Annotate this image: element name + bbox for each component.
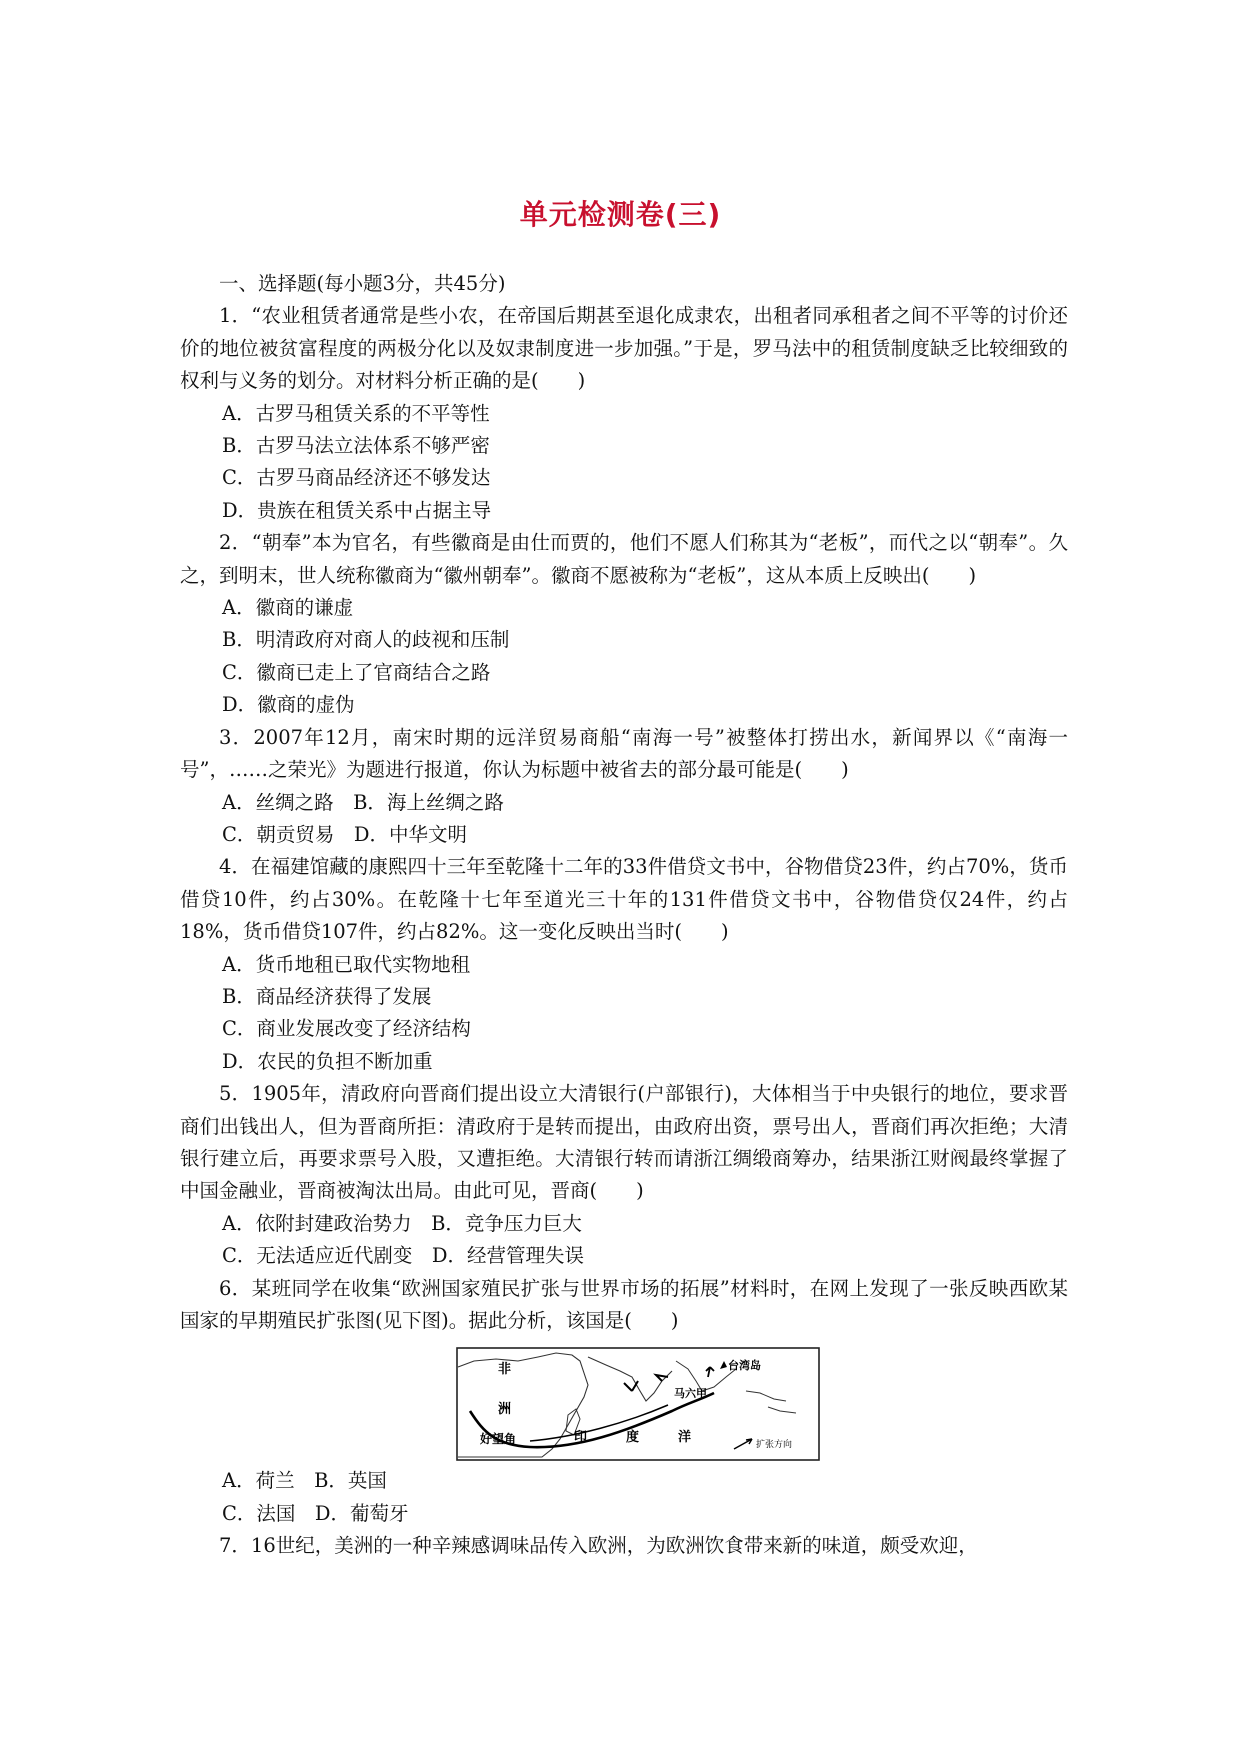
question-2-option-c: C．徽商已走上了官商结合之路: [222, 660, 491, 684]
page-title: 单元检测卷(三): [519, 198, 722, 231]
question-7-stem: 7．16世纪，美洲的一种辛辣感调味品传入欧洲，为欧洲饮食带来新的味道，颇受欢迎，: [219, 1534, 978, 1558]
map-label-ocean-3: 洋: [678, 1430, 692, 1446]
question-3-options-ab: A．丝绸之路 B．海上丝绸之路: [222, 790, 504, 814]
question-4-stem: 4．在福建馆藏的康熙四十三年至乾隆十二年的33件借贷文书中，谷物借贷23件，约占70%，货币借贷10件，约占30%。在乾隆十七年至道光三十年的131件借贷文书中，谷物借贷仅24件，约占18%，货币借贷107件，约占82%。这一变化反映出当时( ): [180, 855, 1068, 944]
question-3-stem: 3．2007年12月，南宋时期的远洋贸易商船“南海一号”被整体打捞出水，新闻界以《“南海一号”，……之荣光》为题进行报道，你认为标题中被省去的部分最可能是( ): [180, 725, 1068, 782]
question-5-options-cd: C．无法适应近代剧变 D．经营管理失误: [222, 1244, 585, 1268]
question-list: [180, 268, 1068, 1563]
map-label-ocean-2: 度: [626, 1430, 640, 1446]
question-3-options-cd: C．朝贡贸易 D．中华文明: [222, 822, 468, 846]
map-label-ocean-1: 印: [574, 1430, 588, 1446]
map-label-taiwan: 台湾岛: [728, 1359, 761, 1373]
colonial-expansion-map: [456, 1347, 820, 1461]
map-figure: [180, 1337, 1068, 1465]
question-6-options-cd: C．法国 D．葡萄牙: [222, 1501, 409, 1525]
question-1-option-b: B．古罗马法立法体系不够严密: [222, 434, 490, 458]
map-label-malacca: 马六甲: [674, 1387, 707, 1401]
question-1-stem: 1．“农业租赁者通常是些小农，在帝国后期甚至退化成隶农，出租者同承租者之间不平等的讨价还价的地位被贫富程度的两极分化以及奴隶制度进一步加强。”于是，罗马法中的租赁制度缺乏比较细致的权利与义务的划分。对材料分析正确的是( ): [180, 304, 1068, 393]
section-heading: 一、选择题(每小题3分，共45分): [219, 272, 506, 295]
question-2-option-b: B．明清政府对商人的歧视和压制: [222, 628, 510, 652]
map-label-cape: 好望角: [480, 1432, 517, 1447]
question-6-options-ab: A．荷兰 B．英国: [222, 1469, 387, 1493]
question-5-options-ab: A．依附封建政治势力 B．竞争压力巨大: [222, 1211, 582, 1235]
question-5-stem: 5．1905年，清政府向晋商们提出设立大清银行(户部银行)，大体相当于中央银行的地位，要求晋商们出钱出人，但为晋商所拒：清政府于是转而提出，由政府出资，票号出人，晋商们再次拒绝；大清银行建立后，再要求票号入股，又遭拒绝。大清银行转而请浙江绸缎商筹办，结果浙江财阀最终掌握了中国金融业，晋商被淘汰出局。由此可见，晋商( ): [180, 1082, 1068, 1203]
question-1-option-c: C．古罗马商品经济还不够发达: [222, 466, 491, 490]
map-label-africa-2: 洲: [498, 1402, 512, 1418]
question-1-option-d: D．贵族在租赁关系中占据主导: [222, 498, 492, 522]
map-legend: 扩张方向: [756, 1440, 793, 1451]
question-2-stem: 2．“朝奉”本为官名，有些徽商是由仕而贾的，他们不愿人们称其为“老板”，而代之以“朝奉”。久之，到明末，世人统称徽商为“徽州朝奉”。徽商不愿被称为“老板”，这从本质上反映出( ): [180, 531, 1068, 587]
question-1-option-a: A．古罗马租赁关系的不平等性: [222, 401, 490, 425]
question-6-stem: 6．某班同学在收集“欧洲国家殖民扩张与世界市场的拓展”材料时，在网上发现了一张反映西欧某国家的早期殖民扩张图(见下图)。据此分析，该国是( ): [180, 1276, 1068, 1332]
question-2-option-a: A．徽商的谦虚: [222, 596, 354, 620]
question-4-option-a: A．货币地租已取代实物地租: [222, 952, 471, 976]
question-4-option-b: B．商品经济获得了发展: [222, 984, 432, 1008]
question-4-option-d: D．农民的负担不断加重: [222, 1049, 433, 1073]
map-label-africa-1: 非: [498, 1362, 512, 1378]
question-2-option-d: D．徽商的虚伪: [222, 693, 355, 717]
question-4-option-c: C．商业发展改变了经济结构: [222, 1017, 471, 1041]
